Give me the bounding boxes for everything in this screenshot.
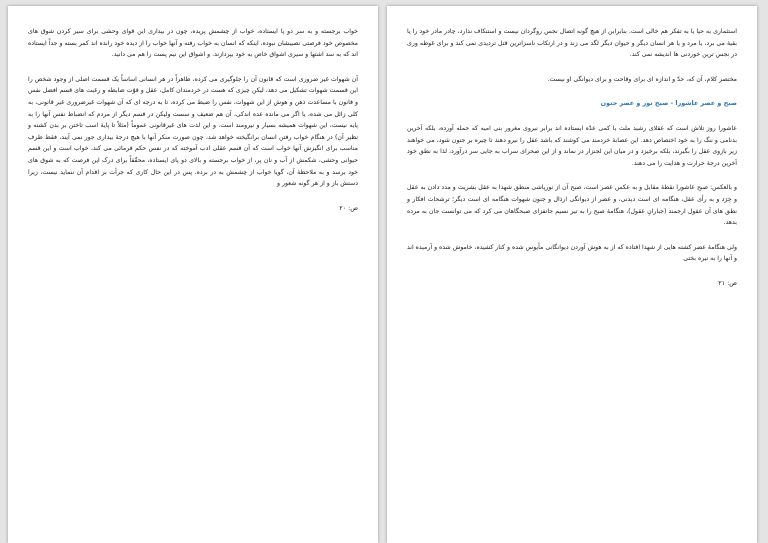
document-page-left — [8, 6, 378, 543]
paragraph: مختصر کلام، آن که، حدّ و اندازه ای برای وقاحت و برای دیوانگی او نیست. — [547, 75, 737, 83]
paragraph: عاشورا روز تلاش است که عقلای رشید ملت با کمی عدّه ایستاده اند برابر نیروی مغرور بنی امیه که حمله آورده، بلکه آخرین بدنامی و ننگ را به خود اختصاص دهد. این عصابۀ خردمند می کوشند که باشد عقل را نیرو دهند تا چیره بر جنون شود، می خواهند زیر بازوی عقل را بگیرند، بلکه برخیزد و در میان این لجنزار در نماند و از این صحرای سراب به جایی سر درآورد، لذا به نطق خود آخرین درجۀ حرارت و هدایت را می دهند. — [407, 124, 737, 167]
page-number: ص: ۲۱ — [718, 278, 737, 287]
page-content — [28, 26, 358, 525]
section-heading: صبح و عصر عاشورا - صبح نور و عصر جنون — [600, 99, 737, 108]
page-content — [407, 26, 737, 525]
page-number: ص: ۲۰ — [339, 203, 358, 212]
paragraph: ولی هنگامۀ عصر کشته هایی از شهدا افتاده که از به هوش آوردن دیوانگانی مأیوس شده و کنار کشیده، خاموش شده و آرمیده اند و آنها را به تیره بختی — [407, 243, 737, 263]
paragraph: استثماری به حیا یا به تفکر هم خالی است. بنابراین از هیچ گونه اتصال نجس روگردان نیست و استنکاف ندارد، چادر مادر خود را یا بقیۀ می برد، یا مرد و یا هر انسان دیگر و حیوان دیگر لگد می زند و در ارتکاب ناسزاترین قتل تردیدی نمی کند و برای غوطه وری در نجس ترین خوردنی ها اندیشه نمی کند. — [407, 28, 737, 59]
paragraph: خواب برجسته و به سر دو پا ایستاده، خواب از چشمش پریده، چون در بیداری این قوای وحشی برای سیر کردن شوق های مخصوص خود فرصتی نصیبشان نبوده، اینکه که انسان به خواب رفته و آنها خواب را از دیده خود رانده اند کمر بسته و جداً ایستاده اند که به سد اشتها و سیری اشواق خاص به خود بپردازند. و اشواق این نیم پست را هم می دانید. — [28, 28, 358, 59]
paragraph: آن شهوات غیر ضروری است که قانون آن را جلوگیری می کرده، ظاهراً در هر انسانی اساساً یک قسمت اصلی از وجود شخص را این قسمت شهوات تشکیل می دهد، لیکن چیزی که هست در خردمندان کامل، عقل و قوّت ضابطه و رغبت های قسم افضل نفس و قانون با مساعدت ذهن و هوش از این شهوات، نفس را ضبط می کرده، تا به درجه ای که آن شهوات غیرضروری غیر قانونی، به کلی زائل می شده، یا اگر می مانده عده اندکی، آن هم ضعیف و سست ولیکن در قسم دیگر از مردم که انضباط نفس آنها را به پایه نیست، این شهوات همیشه بسیار و نیرومند است. و این لذت های غیرقانونی عموماً (مثلاً تا پایۀ اسب تاختن بر بدن کشته و نظیر آن) در هنگام خواب رفتن انسان برانگیخته خواهد شد، چون صورت منکر آنها با هیچ درجۀ بیداری جور نمی آیند، فقط طرف مناسب برای انگیزش آنها خواب است که آن قسم عقلی ادب آموخته که در نفس حکم فرمائی می کند، خواب است و این قسم حیوانی وحشی، شکمش از آب و نان پر، از خواب برجسته و بالای دو پای ایستاده، محقّقاً برای درک این فرصت که به شوق های خود برسد و به ملاحظۀ آن، گویا خواب از چشمش به در برده. پس در این حال کاری که جرأت بر اقدام آن ننماید نیست، زیرا دستش باز و از هر گونه شعور و — [28, 75, 358, 188]
paragraph: و بالعکس: صبح عاشورا نقطۀ مقابل و به عکس عصر است، صبح آن از نورپاشی منطق شهدا به عقل بشریت و مدد دادن به عقل و خِرَد و به رأی عقل، هنگامه ای است دیدنی، و عصر از دیوانگی ارذال و جنون شهوات هنگامه ای است دیگر؛ ترشحات افکار و نطق های آن عقول ارجمند (جبارانِ عقول)، هنگامۀ صبح را به تیر نسیم جانفزای صبحگاهان می کرد که می توانست جان به مرده بدهد. — [407, 184, 737, 227]
document-page-right — [387, 6, 757, 543]
